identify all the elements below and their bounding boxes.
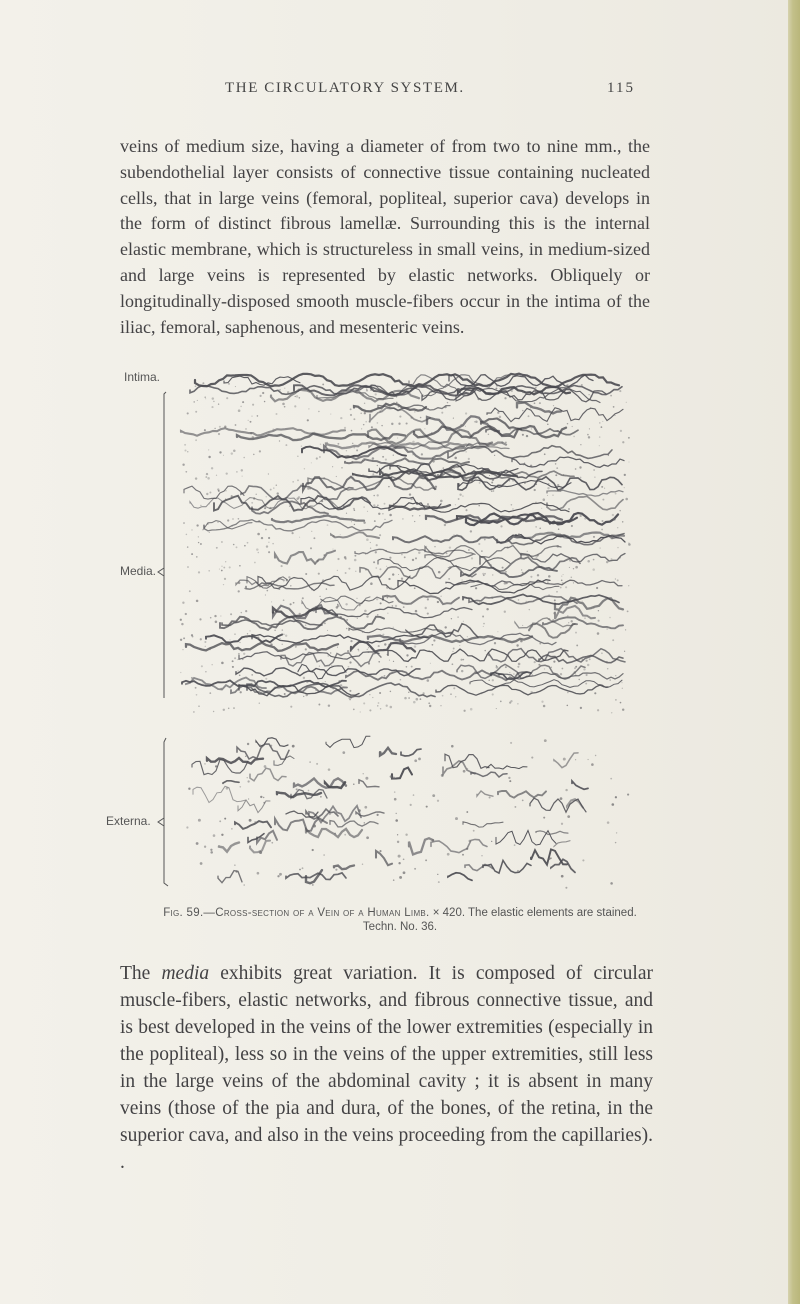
page-edge <box>788 0 800 1304</box>
layer-brackets <box>158 392 168 886</box>
figure-vein-cross-section <box>106 358 680 898</box>
label-media: Media. <box>120 564 157 578</box>
label-intima: Intima. <box>124 370 161 384</box>
paragraph-2-after: exhibits great variation. It is composed of circular muscle-fibers, elastic networks, and fibrous connective tissue, and is best developed in the veins of the lower extremities (especially in the popliteal), less so in the veins of the upper extremities, still less in the large veins of the abdominal cavity ; it is absent in many veins (those of the pia and dura, of the bones, of the retina, in the superior cava, and also in the veins proceeding from the capillaries). . <box>120 962 653 1173</box>
label-externa: Externa. <box>106 814 151 828</box>
body-paragraph-1: veins of medium size, having a diameter of from two to nine mm., the subendothelial layer consists of connective tissue containing nucleated cells, that in large veins (femoral, popliteal, superior cava) develops in the form of distinct fibrous lamellæ. Surrounding this is the internal elastic membrane, which is structureless in small veins, in medium-sized and large veins is represented by elastic networks. Obliquely or longitudinally-disposed smooth muscle-fibers occur in the intima of the iliac, femoral, saphenous, and mesenteric veins. <box>120 136 650 337</box>
tissue-layers <box>180 374 631 889</box>
caption-lead: Fig. 59.—Cross-section of a Vein of a Human Limb. <box>163 907 430 919</box>
vein-illustration <box>120 358 680 898</box>
caption-source: Techn. No. 36. <box>362 921 438 933</box>
bracket-intima-media <box>164 392 166 698</box>
paragraph-2-before: The <box>120 962 162 984</box>
bracket-externa <box>164 738 168 886</box>
term-media: media <box>161 962 210 984</box>
page-number: 115 <box>607 80 635 96</box>
caption-rest: × 420. The elastic elements are stained. <box>432 907 637 919</box>
figure-caption <box>120 906 680 934</box>
page-header <box>120 80 680 106</box>
running-head: THE CIRCULATORY SYSTEM. <box>225 80 465 96</box>
body-paragraph-2 <box>120 960 653 1176</box>
